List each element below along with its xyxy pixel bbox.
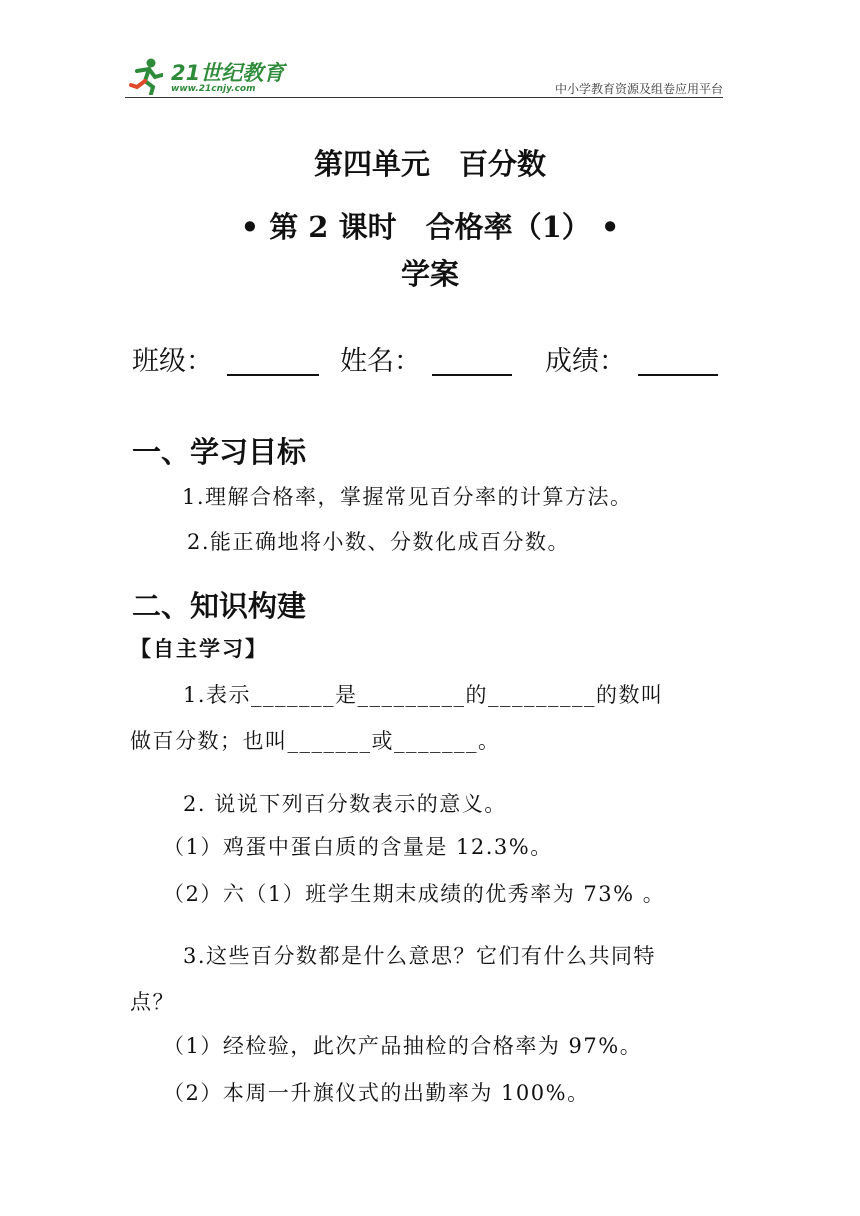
header-divider	[125, 97, 723, 98]
platform-name: 中小学教育资源及组卷应用平台	[554, 82, 723, 96]
name-label: 姓名：	[340, 346, 421, 377]
question2-item: （2）六（1）班学生期末成绩的优秀率为 73% 。	[163, 882, 666, 906]
question2-item: （1）鸡蛋中蛋白质的含量是 12.3%。	[163, 835, 553, 859]
class-blank[interactable]	[227, 374, 319, 376]
logo-text: 21世纪教育	[171, 61, 285, 85]
logo-url: www.21cnjy.com	[171, 84, 256, 94]
unit-title: 第四单元 百分数	[313, 147, 546, 181]
section2-heading: 二、知识构建	[132, 589, 307, 623]
question3-item: （2）本周一升旗仪式的出勤率为 100%。	[163, 1081, 590, 1105]
objective-item: 2.能正确地将小数、分数化成百分数。	[187, 530, 571, 554]
question2-intro: 2. 说说下列百分数表示的意义。	[183, 792, 507, 816]
question3-line1: 3.这些百分数都是什么意思？它们有什么共同特	[183, 944, 657, 968]
objective-item: 1.理解合格率，掌握常见百分率的计算方法。	[182, 485, 633, 509]
section1-heading: 一、学习目标	[132, 435, 307, 469]
doc-type-title: 学案	[400, 257, 459, 291]
name-blank[interactable]	[432, 374, 512, 376]
score-label: 成绩：	[545, 346, 626, 377]
site-logo	[125, 55, 315, 97]
question1-line1: 1.表示_______是_________的_________的数叫	[183, 683, 664, 707]
question3-item: （1）经检验，此次产品抽检的合格率为 97%。	[163, 1034, 643, 1058]
lesson-title: • 第 2 课时 合格率（1） •	[240, 210, 620, 244]
question1-line2: 做百分数；也叫_______或_______。	[130, 729, 501, 753]
question3-line2: 点？	[130, 990, 175, 1014]
self-study-subheading: 【自主学习】	[130, 636, 268, 661]
runner-logo-icon	[129, 57, 163, 95]
class-label: 班级：	[132, 346, 213, 377]
student-info-row	[132, 339, 732, 379]
score-blank[interactable]	[638, 374, 718, 376]
